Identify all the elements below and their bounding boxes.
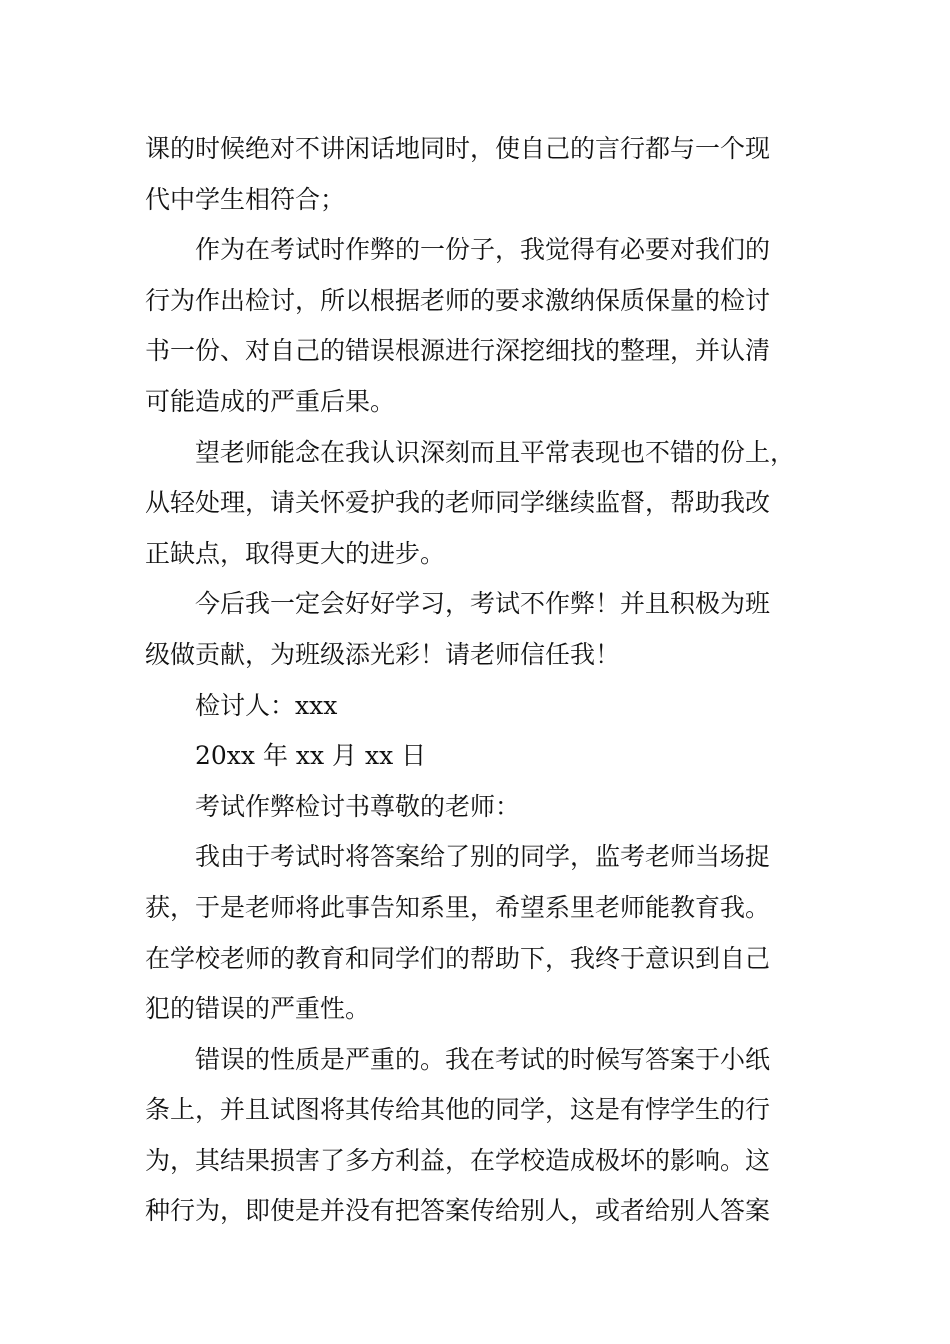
- second-letter-heading: 考试作弊检讨书尊敬的老师：: [195, 791, 521, 821]
- paragraph-continuation: 课的时候绝对不讲闲话地同时，使自己的言行都与一个现 代中学生相符合；: [145, 134, 771, 214]
- date-line: 20xx 年 xx 月 xx 日: [195, 741, 427, 771]
- document-body: [145, 124, 810, 1237]
- paragraph-promise: 今后我一定会好好学习，考试不作弊！并且积极为班 级做贡献，为班级添光彩！请老师信任我！: [145, 589, 771, 669]
- paragraph-leniency-request: 望老师能念在我认识深刻而且平常表现也不错的份上， 从轻处理，请关怀爱护我的老师同学继续监督，帮助我改 正缺点，取得更大的进步。: [145, 437, 796, 568]
- paragraph-caught: 我由于考试时将答案给了别的同学，监考老师当场捉 获，于是老师将此事告知系里，希望系里老师能教育我。 在学校老师的教育和同学们的帮助下，我终于意识到自己 犯的错误的严重性。: [145, 842, 771, 1024]
- signature-line: 检讨人：xxx: [195, 690, 338, 720]
- paragraph-cheating-member: 作为在考试时作弊的一份子，我觉得有必要对我们的 行为作出检讨，所以根据老师的要求激纳保质保量的检讨 书一份、对自己的错误根源进行深挖细找的整理，并认清 可能造成的严重后果。: [145, 235, 771, 416]
- paragraph-seriousness: 错误的性质是严重的。我在考试的时候写答案于小纸 条上，并且试图将其传给其他的同学，这是有悖学生的行 为，其结果损害了多方利益，在学校造成极坏的影响。这 种行为，即使是并没有把答案传给别人，或者给别人答案: [145, 1044, 771, 1226]
